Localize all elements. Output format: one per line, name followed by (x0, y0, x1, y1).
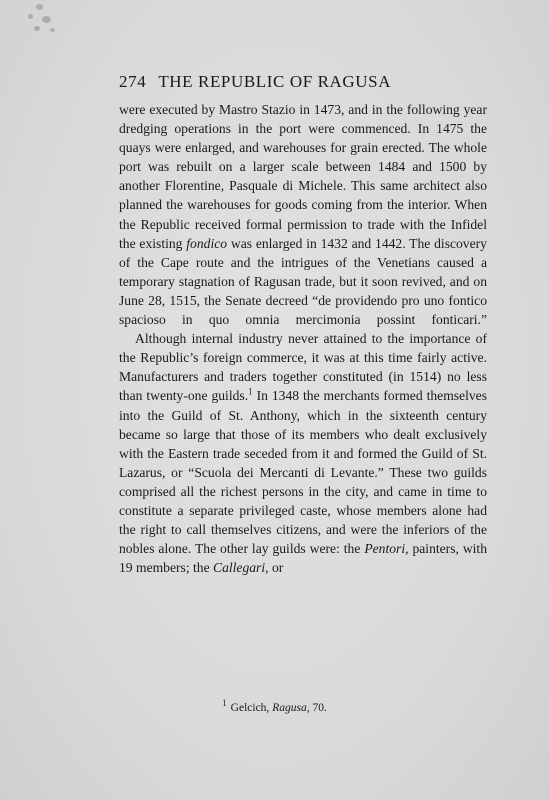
text-run: , painters, with 19 members; the (119, 541, 488, 576)
paragraph (119, 329, 487, 577)
italic-term: Pentori (364, 541, 406, 557)
footnote-author: Gelcich, (230, 702, 270, 714)
text-run: Although internal industry never attained to the importance of the Republic’s foreign commerce, it was at this time fairly active. Manufacturers and traders together constituted (in 1514) no less than twenty-one guilds. (119, 331, 487, 404)
paragraph (119, 100, 487, 329)
footnote-number: 1 (222, 698, 227, 709)
text-run: were executed by Mastro Stazio in 1473, and in the following year dredging operations in the port were commenced. In 1475 the quays were enlarged, and warehouses for grain erected. The whole port was rebuilt on a larger scale between 1484 and 1500 by another Florentine, Pasquale di Michele. This same architect also planned the warehouses for goods coming from the interior. When the Republic received formal permission to trade with the Infidel the existing (119, 102, 487, 251)
running-header (119, 72, 391, 92)
paper-stain (22, 2, 62, 38)
footnote-marker[interactable]: 1 (248, 386, 253, 397)
italic-term: Callegari (213, 560, 266, 576)
footnote-work: Ragusa (272, 702, 307, 714)
running-title: THE REPUBLIC OF RAGUSA (158, 72, 392, 91)
footnote (0, 698, 549, 714)
page-number: 274 (119, 72, 147, 91)
footnote-page: , 70. (306, 702, 327, 714)
body-text (119, 100, 487, 577)
text-run: was enlarged in 1432 and 1442. The discovery of the Cape route and the intrigues of the Venetians caused a temporary stagnation of Ragusan trade, but it soon revived, and on June 28, 1515, the Senate decreed “de providendo pro uno fontico spacioso in quo omnia mercimonia possint fonticari.” (119, 235, 487, 328)
text-run: , or (265, 560, 284, 576)
text-run: In 1348 the merchants formed themselves into the Guild of St. Anthony, which in the sixteenth century became so large that those of its members who dealt exclusively with the Eastern trade seceded from it and formed the Guild of St. Lazarus, or “Scuola dei Mercanti di Levante.” These two guilds comprised all the richest persons in the city, and came in time to constitute a separate privileged caste, whose members alone had the right to call themselves citizens, and were the inferiors of the nobles alone. The other lay guilds were: the (119, 388, 487, 557)
italic-term: fondico (186, 235, 228, 251)
